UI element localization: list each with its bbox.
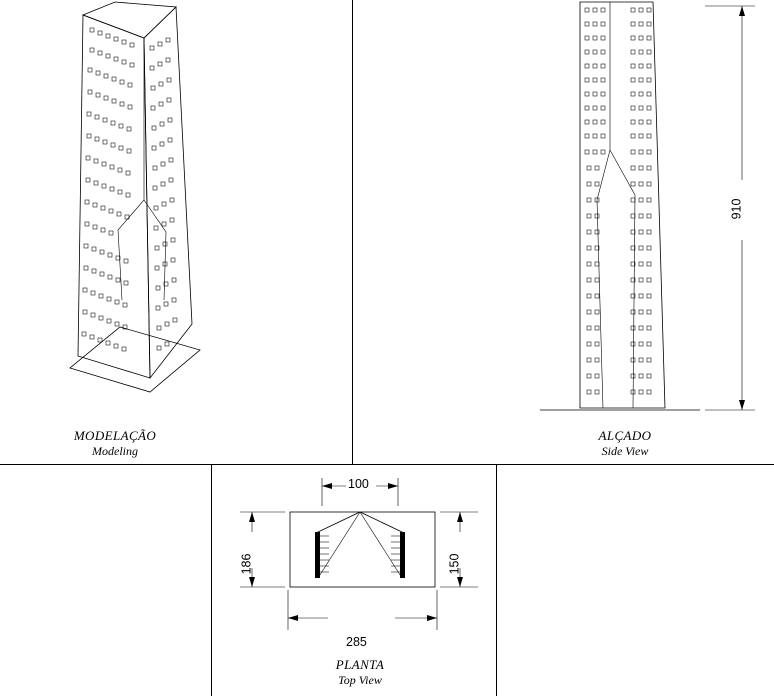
modeling-title: MODELAÇÃO bbox=[73, 428, 157, 443]
modeling-caption bbox=[35, 428, 195, 459]
plan-subtitle: Top View bbox=[338, 673, 382, 688]
dimension-plan-top-label: 100 bbox=[348, 477, 369, 491]
divider-horizontal-lower bbox=[0, 464, 774, 465]
dimension-plan-right-label: 150 bbox=[447, 553, 462, 575]
dimension-plan-left-label: 186 bbox=[239, 553, 254, 575]
elevation-caption bbox=[545, 428, 705, 459]
plan-caption bbox=[280, 657, 440, 688]
divider-vertical-plan-left bbox=[211, 464, 212, 696]
divider-vertical-plan-right bbox=[496, 464, 497, 696]
elevation-title: ALÇADO bbox=[598, 428, 652, 443]
elevation-drawing bbox=[535, 0, 715, 420]
modeling-subtitle: Modeling bbox=[92, 444, 138, 459]
divider-vertical-center bbox=[352, 0, 353, 464]
elevation-subtitle: Side View bbox=[601, 444, 649, 459]
plan-title: PLANTA bbox=[335, 657, 385, 672]
dimension-height-label: 910 bbox=[729, 198, 744, 220]
modeling-drawing bbox=[40, 0, 240, 400]
dimension-plan-bottom-label: 285 bbox=[346, 635, 367, 649]
